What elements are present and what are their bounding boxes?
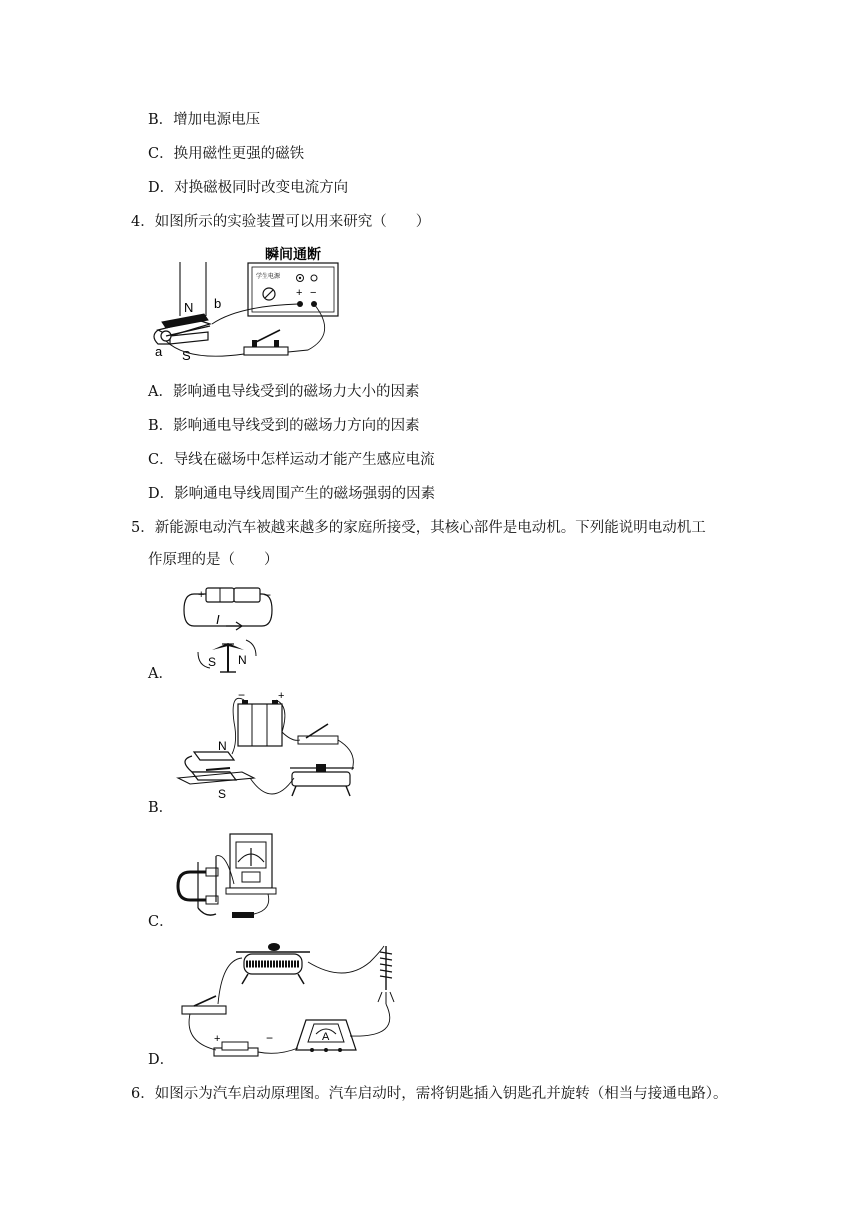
- q5a-current-label: I: [216, 612, 220, 627]
- q4-option-a: A．影响通电导线受到的磁场力大小的因素: [148, 384, 420, 400]
- q5a-label-s: S: [208, 655, 217, 669]
- q5-figure-c-induction: [176, 832, 286, 922]
- q5-figure-a-oersted: [176, 586, 281, 676]
- q4-option-d: D．影响通电导线周围产生的磁场强弱的因素: [148, 486, 436, 502]
- q5b-plus: +: [278, 692, 285, 702]
- q5d-plus: +: [214, 1033, 221, 1045]
- q5b-minus: −: [238, 692, 246, 702]
- q5-option-c: C．: [148, 914, 174, 930]
- q5-figure-d-electromagnet: [174, 938, 414, 1060]
- q4-box-title: 瞬间通断: [265, 246, 321, 262]
- q4-option-b: B．影响通电导线受到的磁场力方向的因素: [148, 418, 420, 434]
- q5a-minus: −: [264, 588, 272, 602]
- power-supply-box: [248, 263, 338, 316]
- switch-icon: [298, 736, 338, 744]
- switch-icon: [244, 347, 288, 355]
- battery-pack-icon: [238, 704, 282, 746]
- q5b-label-n: N: [218, 739, 227, 753]
- q4-panel-plus: +: [296, 287, 303, 299]
- q4-label-s: S: [182, 348, 191, 363]
- q3-option-b: B．增加电源电压: [148, 112, 261, 128]
- q5-option-b: B．: [148, 800, 174, 816]
- q5-figure-b-motor: [172, 692, 362, 802]
- u-magnet-icon: [194, 752, 234, 760]
- q6-stem-line1: 6．如图示为汽车启动原理图。汽车启动时，需将钥匙插入钥匙孔并旋转（相当与接通电路）。: [131, 1086, 728, 1102]
- q5a-plus: +: [198, 589, 205, 601]
- q5-option-a: A．: [148, 666, 173, 682]
- q3-option-c: C．换用磁性更强的磁铁: [148, 146, 305, 162]
- q4-stem: 4．如图所示的实验装置可以用来研究（ ）: [131, 214, 431, 230]
- q3-option-d: D．对换磁极同时改变电流方向: [148, 180, 349, 196]
- q5-option-d: D．: [148, 1052, 175, 1068]
- q5a-label-n: N: [238, 653, 247, 667]
- q4-label-b: b: [214, 296, 222, 311]
- rheostat-icon: [292, 772, 350, 786]
- q4-label-n: N: [184, 300, 194, 315]
- current-arrow-icon: [226, 622, 242, 630]
- q5-stem-line1: 5．新能源电动汽车被越来越多的家庭所接受，其核心部件是电动机。下列能说明电动机工: [131, 520, 706, 536]
- q5b-label-s: S: [218, 787, 227, 801]
- q4-label-a: a: [155, 344, 163, 359]
- q4-panel-text: 学生电源: [256, 274, 281, 280]
- q4-figure-apparatus: [148, 244, 348, 364]
- q5d-meter-label: A: [322, 1031, 330, 1043]
- switch-icon: [182, 1006, 226, 1014]
- q5-stem-line2: 作原理的是（ ）: [148, 552, 279, 568]
- q4-option-c: C．导线在磁场中怎样运动才能产生感应电流: [148, 452, 435, 468]
- switch-icon: [232, 912, 254, 918]
- q5d-minus: −: [266, 1031, 274, 1045]
- q4-panel-minus: −: [310, 287, 317, 299]
